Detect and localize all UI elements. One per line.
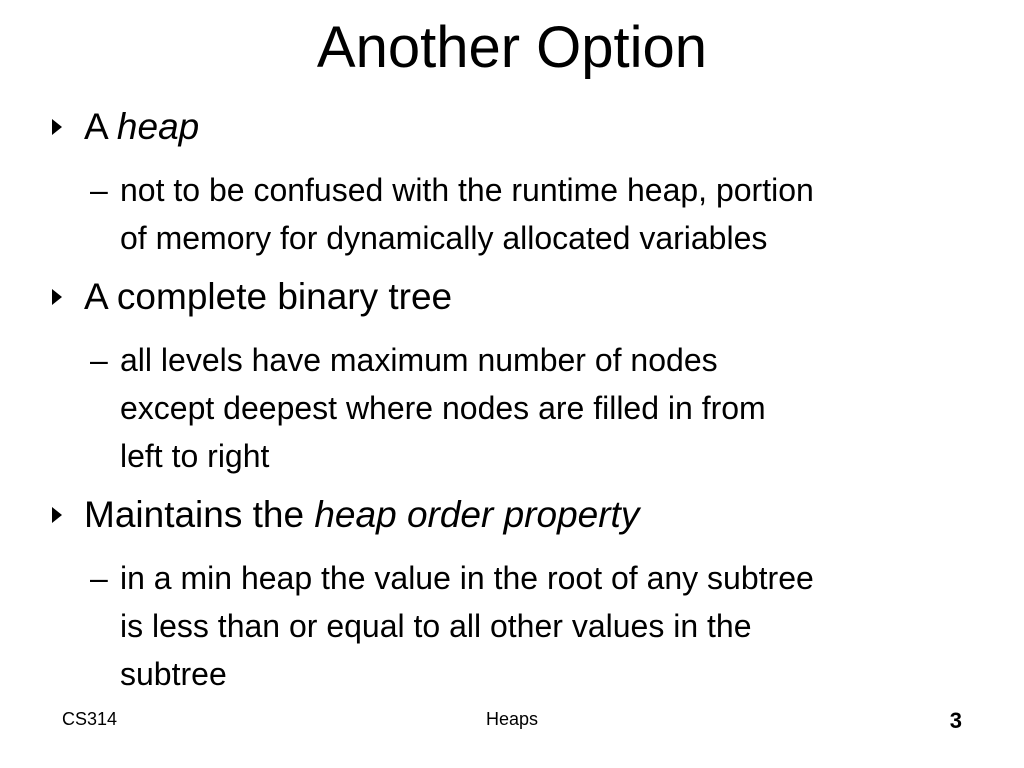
bullet-arrow-icon [52,507,62,523]
sub-bullet-3-line-2: is less than or equal to all other values in the [120,608,752,644]
bullet-arrow-icon [52,119,62,135]
bullet-1-emphasis: heap [116,106,200,147]
sub-bullet-2-dash: – [90,342,108,378]
bullet-2 [84,275,452,319]
sub-bullet-1-line-2: of memory for dynamically allocated variables [120,220,768,256]
bullet-1-prefix: A [84,106,117,147]
footer-topic: Heaps [485,709,539,729]
sub-bullet-3-line-1: in a min heap the value in the root of any subtree [120,560,814,596]
bullet-3 [84,493,639,537]
sub-bullet-2-line-2: except deepest where nodes are filled in from [120,390,766,426]
bullet-3-prefix: Maintains the [84,494,315,535]
footer-page-number: 3 [949,708,962,733]
slide-title: Another Option [316,15,708,80]
footer-course: CS314 [62,709,118,729]
bullet-2-text: A complete binary tree [84,276,453,317]
sub-bullet-1 [120,166,1000,262]
sub-bullet-3-line-3: subtree [120,656,227,692]
sub-bullet-3-dash: – [90,560,108,596]
sub-bullet-1-dash: – [90,172,108,208]
sub-bullet-1-line-1: not to be confused with the runtime heap, portion [120,172,814,208]
sub-bullet-2-line-1: all levels have maximum number of nodes [120,342,718,378]
sub-bullet-3 [120,554,1000,698]
bullet-1 [84,105,199,149]
bullet-arrow-icon [52,289,62,305]
sub-bullet-2 [120,336,1000,480]
bullet-3-emphasis: heap order property [314,494,640,535]
sub-bullet-2-line-3: left to right [120,438,270,474]
